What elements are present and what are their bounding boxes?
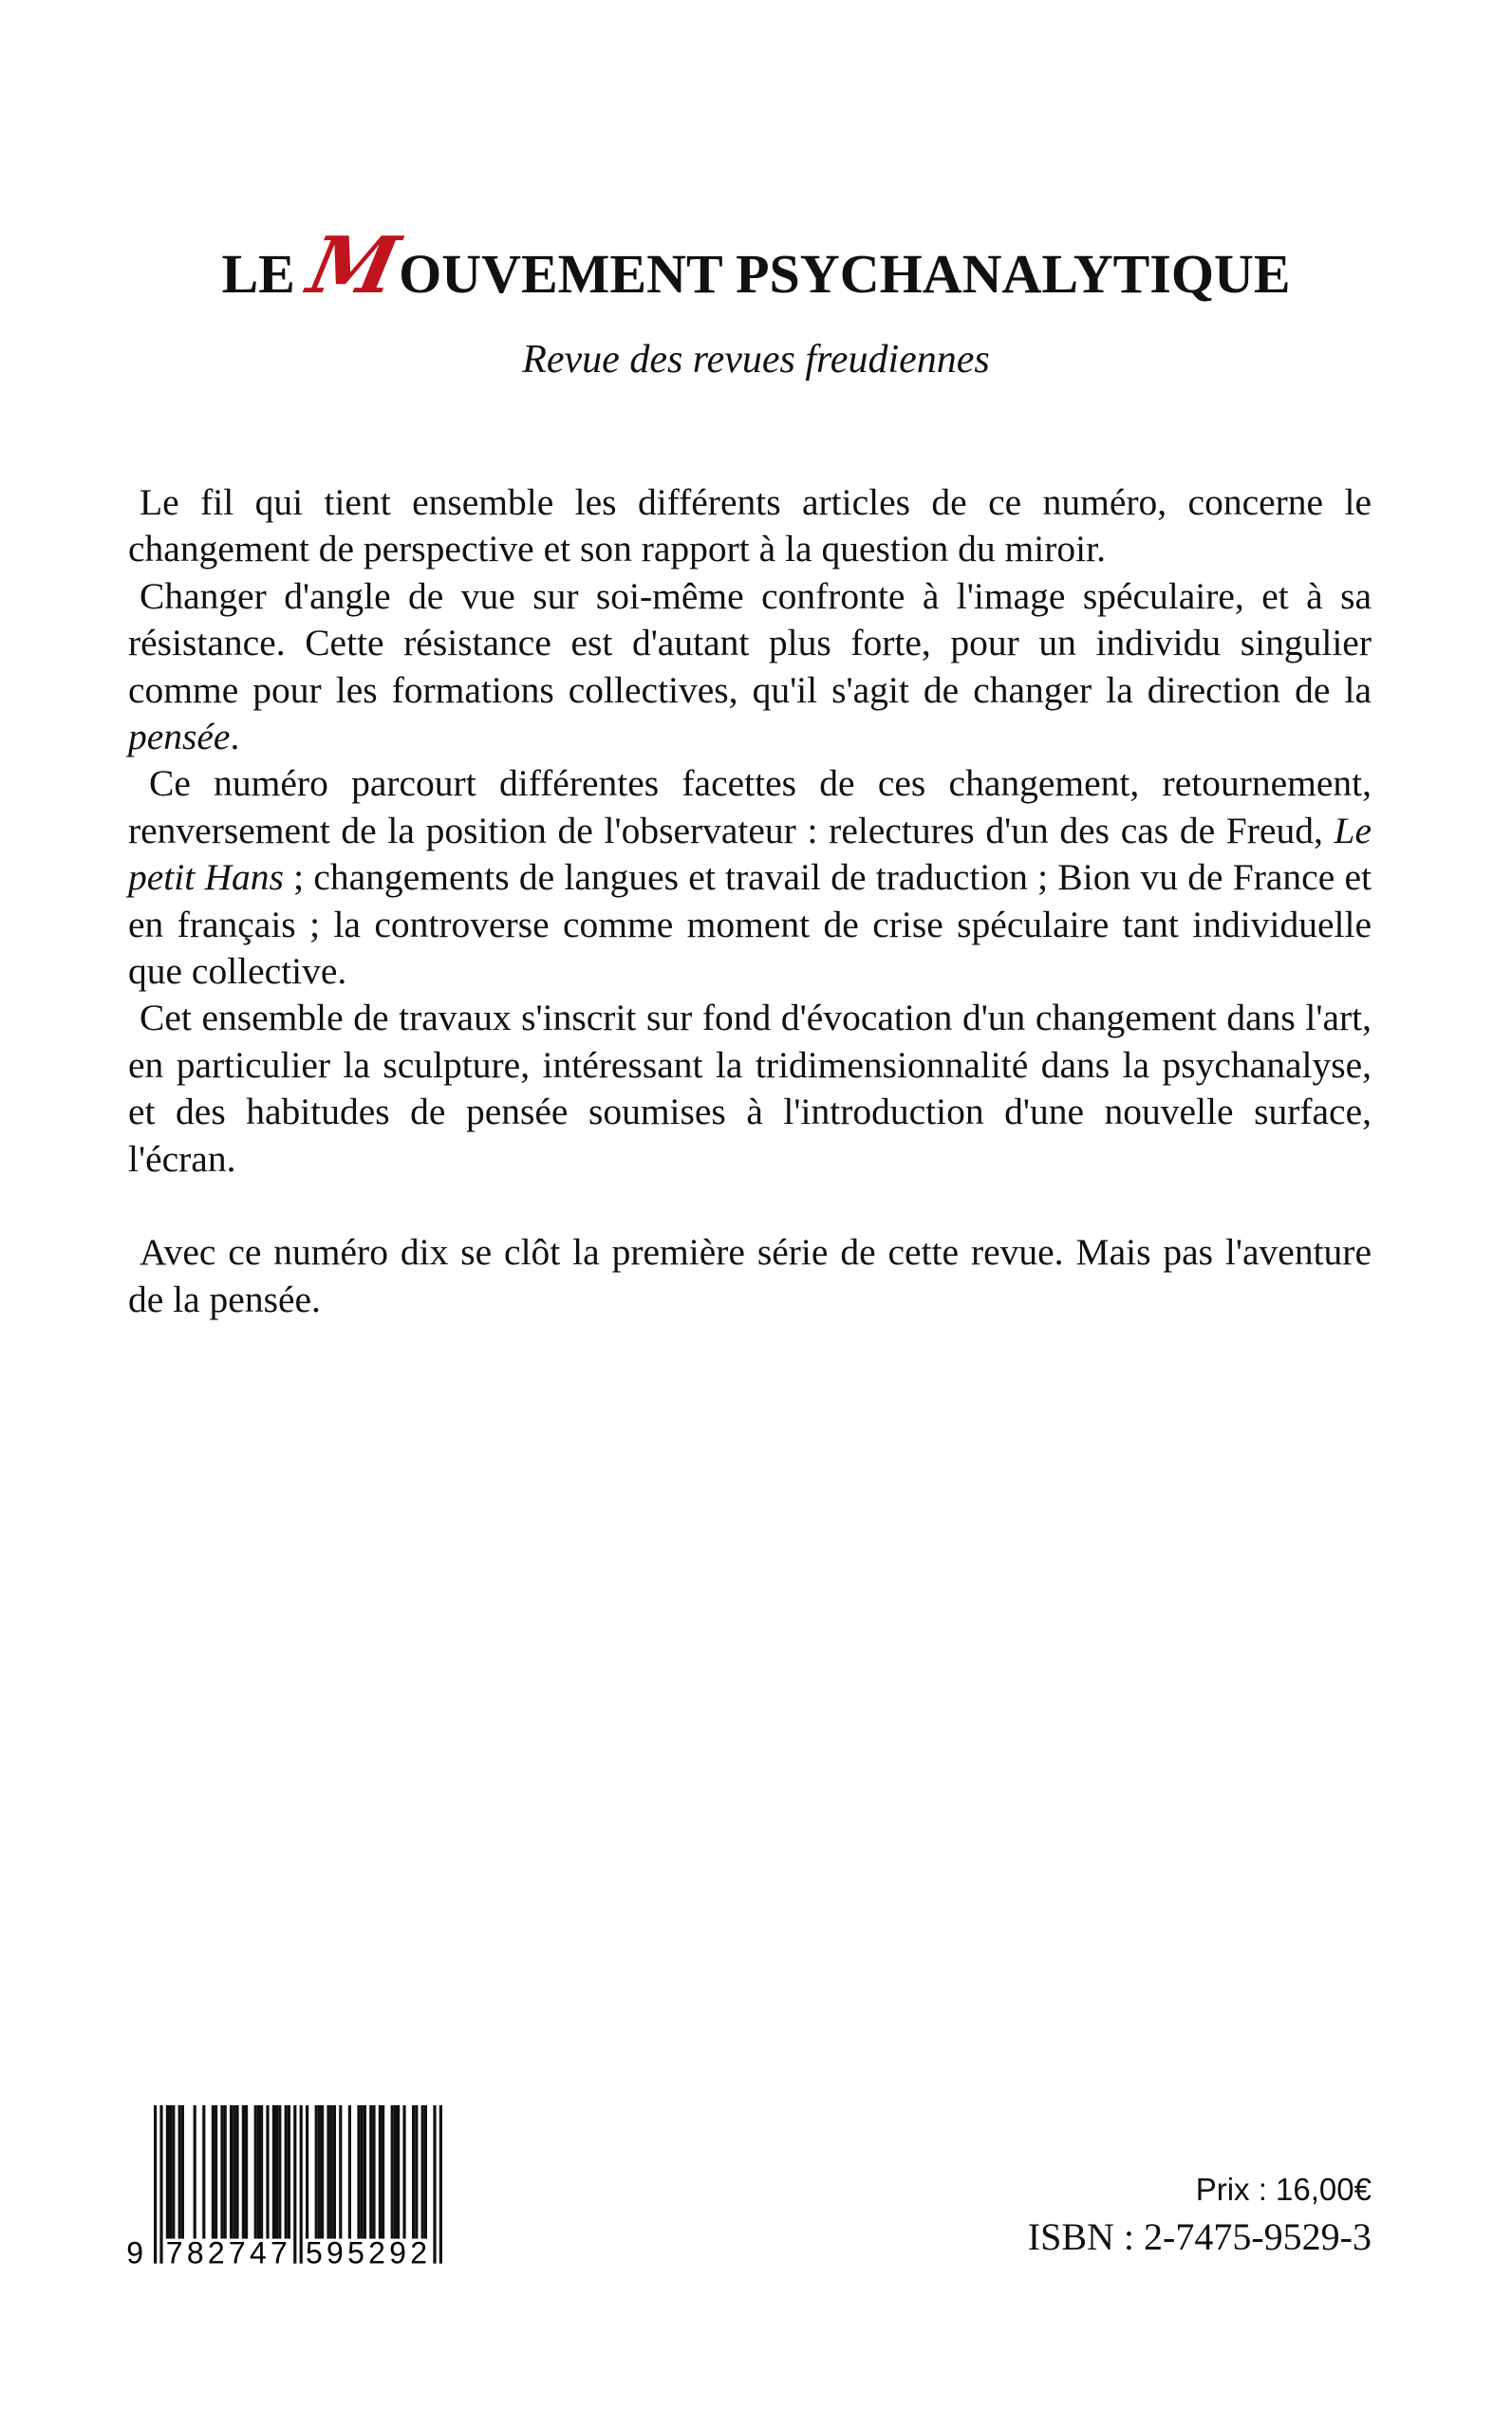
barcode-bar [220,2105,223,2239]
barcode-bar [306,2105,308,2239]
barcode-bar [278,2105,281,2239]
barcode-bar [178,2105,181,2239]
barcode-bar [159,2105,162,2264]
barcode-bar [172,2105,175,2239]
barcode-bar [402,2105,405,2239]
paragraph-5: Avec ce numéro dix se clôt la première série de cette revue. Mais pas l'aventure de la pensée. [128,1231,1372,1320]
barcode-bar [260,2105,263,2239]
barcode-bar [372,2105,375,2239]
barcode-first-digit: 9 [126,2235,143,2267]
subtitle: Revue des revues freudiennes [522,338,990,382]
barcode-bar [382,2105,384,2239]
back-cover-text [128,479,1372,1323]
barcode-bar [394,2105,397,2239]
title-rest: OUVEMENT PSYCHANALYTIQUE [399,243,1291,305]
barcode-bar [257,2105,260,2239]
barcode-bar [230,2105,233,2239]
barcode-bar [330,2105,333,2239]
price: Prix : 16,00€ [1195,2172,1372,2207]
barcode-bar [293,2105,296,2264]
emphasis: pensée [128,716,231,758]
paragraph-4: Cet ensemble de travaux s'inscrit sur fond d'évocation d'un changement dans l'art, en particulier la sculpture, intéressant la tridimensionnalité dans la psychanalyse, et des habitudes de pensée soumises à l'introduction d'une nouvelle surface, l'écran. [128,997,1372,1180]
barcode-bar [364,2105,366,2239]
paragraph-3 [128,760,1372,995]
barcode-bar [242,2105,245,2239]
barcode-bar [424,2105,427,2239]
barcode-bar [266,2105,269,2239]
barcode-bar [166,2105,169,2239]
text: Ce numéro parcourt différentes facettes de ces changement, retournement, renversement de la position de l'observateur : relectures d'un des cas de Freud, [128,762,1372,851]
text: . [230,716,240,758]
isbn: ISBN : 2-7475-9529-3 [1027,2215,1372,2258]
barcode-bar [348,2105,351,2239]
isbn-barcode [123,2105,442,2267]
title-prefix: LE [221,243,309,305]
barcode-bar [391,2105,394,2239]
barcode-left-digits: 782747 [165,2235,288,2267]
barcode-bar [254,2105,257,2239]
emphasis: Le petit Hans [128,809,1372,899]
barcode-bar [202,2105,205,2239]
text: Changer d'angle de vue sur soi-même confronte à l'image spéculaire, et à sa résistance. Cette résistance est d'autant plus forte, pour un individu singulier comme pour les formations collectives, qu'il s'agit de changer la direction de la [128,574,1372,711]
barcode-bar [361,2105,364,2239]
barcode-bar [397,2105,400,2239]
barcode-bar [357,2105,360,2239]
barcode-bar [412,2105,415,2239]
barcode-bar [212,2105,215,2239]
paragraph-1: Le fil qui tient ensemble les différents articles de ce numéro, concerne le changement de perspective et son rapport à la question du miroir. [128,481,1372,570]
barcode-bar [369,2105,372,2239]
barcode-bar [233,2105,235,2239]
barcode-bar [245,2105,248,2239]
barcode-bar [275,2105,278,2239]
text: ; changements de langues et travail de traduction ; Bion vu de France et en français ; la controverse comme moment de crise spéculaire tant individuelle que collective. [128,856,1372,993]
barcode-bar [318,2105,321,2239]
barcode-bar [194,2105,196,2239]
barcode-bar [285,2105,288,2239]
barcode-bar [224,2105,227,2239]
journal-title [0,220,1512,311]
barcode-bar [415,2105,418,2239]
paragraph-2 [128,573,1372,761]
barcode-bar [333,2105,336,2239]
barcode-bar [433,2105,436,2264]
barcode-bar [315,2105,318,2239]
barcode-bar [421,2105,424,2239]
barcode-bar [439,2105,442,2264]
barcode-bar [169,2105,172,2239]
barcode-bar [235,2105,238,2239]
barcode-bar [288,2105,290,2239]
barcode-bar [272,2105,275,2239]
barcode-bar [379,2105,382,2239]
barcode-bar [215,2105,217,2239]
barcode-bar [339,2105,342,2239]
barcode-bar [321,2105,324,2239]
title-red-initial: M [301,220,407,311]
barcode-bar [300,2105,303,2264]
barcode-bar [327,2105,329,2239]
barcode-bar [181,2105,184,2239]
barcode-bar [154,2105,157,2264]
barcode-right-digits: 595292 [306,2235,428,2267]
